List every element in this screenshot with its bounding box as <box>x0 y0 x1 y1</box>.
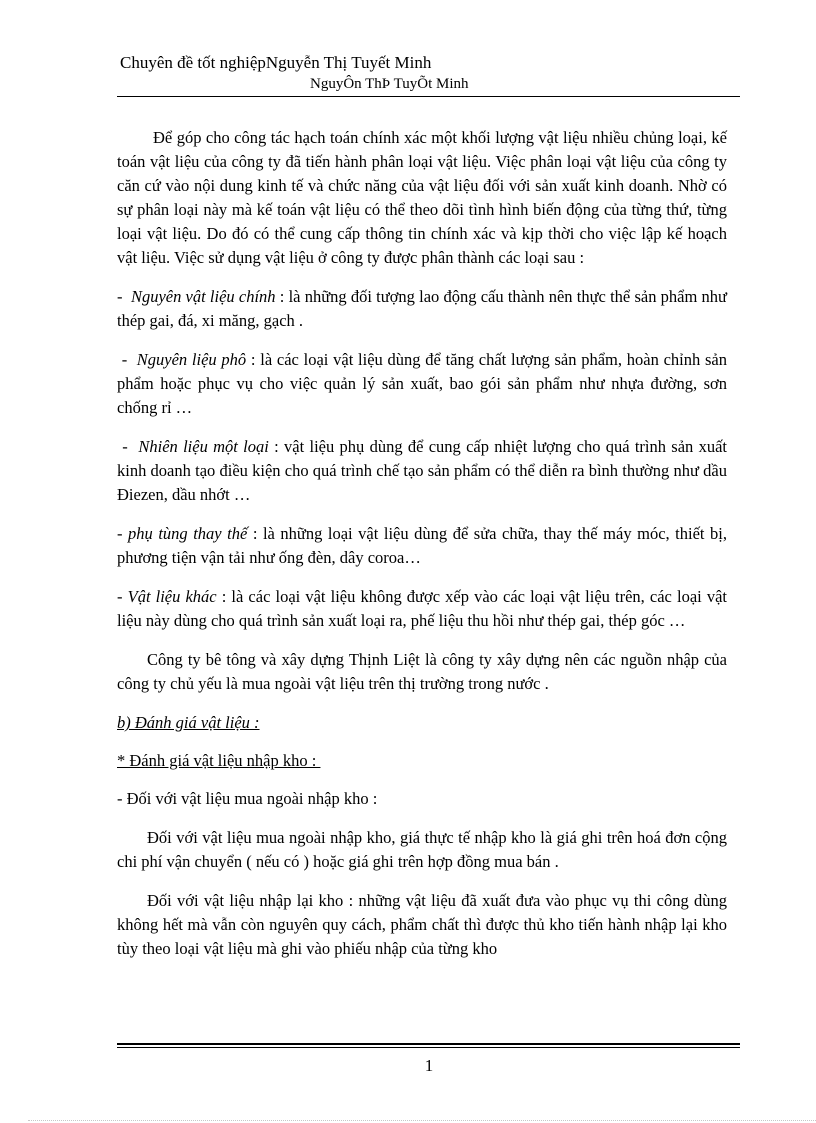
header-subtitle: NguyÔn ThÞ TuyÕt Minh <box>310 76 469 92</box>
list-item-prefix: - <box>117 287 131 306</box>
section-heading-b <box>117 711 727 735</box>
list-item-term: Nguyên liệu phô <box>136 350 247 369</box>
sub-heading-import <box>117 749 727 773</box>
list-item-prefix: - <box>117 587 128 606</box>
list-item-text: : là các loại vật liệu không được xếp vào các loại vật liệu trên, các loại vật liệu này dùng cho quá trình sản xuất loại ra, phế liệu thu hồi như thép gai, thép góc … <box>117 587 727 630</box>
list-item-text: : là những loại vật liệu dùng để sửa chữa, thay thế máy móc, thiết bị, phương tiện vận tải như ống đèn, dây coroa… <box>117 524 728 567</box>
header-title: Chuyên đề tốt nghiệpNguyễn Thị Tuyết Minh <box>120 53 432 72</box>
list-item-fuel <box>117 435 727 507</box>
list-item-text: : vật liệu phụ dùng để cung cấp nhiệt lượng cho quá trình sản xuất kinh doanh tạo điều kiện cho quá trình chế tạo sản phẩm có thể diễn ra bình thường như dầu Điezen, dầu nhớt … <box>117 437 728 504</box>
list-item-main-material <box>117 285 727 333</box>
paragraph-company-sources: Công ty bê tông và xây dựng Thịnh Liệt là công ty xây dựng nên các nguồn nhập của công ty chủ yếu là mua ngoài vật liệu trên thị trường trong nước . <box>117 650 727 693</box>
list-item-prefix: - <box>117 350 137 369</box>
section-heading-b-text: b) Đánh giá vật liệu : <box>117 713 260 732</box>
footer-divider <box>117 1043 740 1045</box>
list-item-prefix: - <box>117 524 129 543</box>
paragraph-returned-materials: Đối với vật liệu nhập lại kho : những vật liệu đã xuất đưa vào phục vụ thi công dùng không hết mà vẫn còn nguyên quy cách, phẩm chất thì được thủ kho tiến hành nhập lại kho tùy theo loại vật liệu mà ghi vào phiếu nhập của từng kho <box>117 891 727 958</box>
sub-heading-import-text: * Đánh giá vật liệu nhập kho : <box>117 751 321 770</box>
list-item-text: : là các loại vật liệu dùng để tăng chất lượng sản phẩm, hoàn chỉnh sản phẩm hoặc phục vụ cho việc quản lý sản xuất, bao gói sản phẩm như nhựa đường, sơn chống rỉ … <box>117 350 727 417</box>
list-item-other-materials <box>117 585 727 633</box>
page-edge-marker <box>28 1120 816 1121</box>
list-item-auxiliary-material <box>117 348 727 420</box>
list-item-term: Vật liệu khác <box>127 587 217 606</box>
paragraph-intro: Để góp cho công tác hạch toán chính xác một khối lượng vật liệu nhiều chủng loại, kế toán vật liệu của công ty đã tiến hành phân loại vật liệu. Việc phân loại vật liệu của công ty căn cứ vào nội dung kinh tế và chức năng của vật liệu đối với sản xuất kinh doanh. Nhờ có sự phân loại này mà kế toán vật liệu có thể theo dõi tình hình biến động của từng thứ, từng loại vật liệu. Do đó có thể cung cấp thông tin chính xác và kịp thời cho việc lập kế hoạch vật liệu. Việc sử dụng vật liệu ở công ty được phân thành các loại sau : <box>117 128 727 267</box>
line-purchased-materials: - Đối với vật liệu mua ngoài nhập kho : <box>117 789 378 808</box>
list-item-prefix: - <box>117 437 139 456</box>
list-item-text: : là những đối tượng lao động cấu thành nên thực thể sản phẩm như thép gai, đá, xi măng, gạch . <box>117 287 727 330</box>
document-body <box>117 126 727 961</box>
header-divider <box>117 96 740 97</box>
paragraph-purchased-price: Đối với vật liệu mua ngoài nhập kho, giá thực tế nhập kho là giá ghi trên hoá đơn cộng chi phí vận chuyển ( nếu có ) hoặc giá ghi trên hợp đồng mua bán . <box>117 828 727 871</box>
footer-divider-thin <box>117 1047 740 1048</box>
list-item-term: phụ tùng thay thế <box>128 524 248 543</box>
list-item-spare-parts <box>117 522 727 570</box>
list-item-term: Nguyên vật liệu chính <box>130 287 276 306</box>
page-number: 1 <box>424 1056 434 1075</box>
list-item-term: Nhiên liệu một loại <box>138 437 269 456</box>
